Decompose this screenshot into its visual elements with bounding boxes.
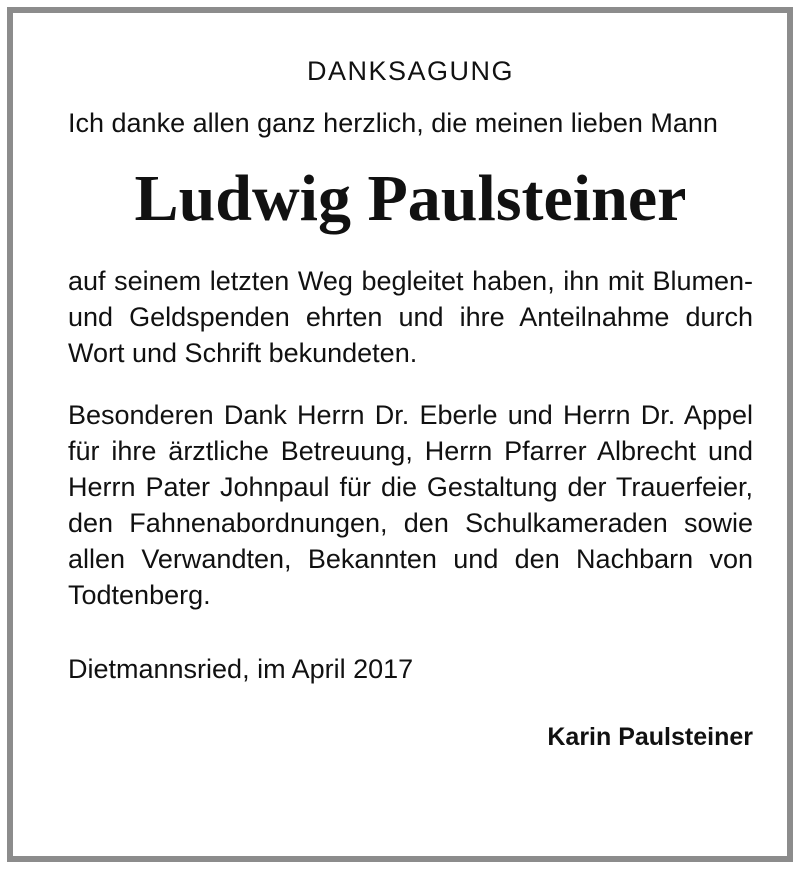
signature: Karin Paulsteiner <box>547 723 753 751</box>
thanks-paragraph-2: Besonderen Dank Herrn Dr. Eberle und Herrn Dr. Appel für ihre ärztliche Betreuung, Herrn Pfarrer Albrecht und Herrn Pater Johnpaul für die Gestaltung der Trauerfeier, den Fahnenabordnungen, den Schulkameraden sowie allen Verwandten, Bekannten und den Nachbarn von Todtenberg. <box>68 400 753 610</box>
notice-heading: DANKSAGUNG <box>306 56 515 86</box>
intro-text: Ich danke allen ganz herzlich, die meinen lieben Mann <box>68 108 718 138</box>
notice-content <box>68 53 753 753</box>
place-date: Dietmannsried, im April 2017 <box>68 654 414 684</box>
deceased-name: Ludwig Paulsteiner <box>134 162 687 235</box>
notice-frame <box>7 7 793 862</box>
thanks-paragraph-1: auf seinem letzten Weg begleitet haben, ihn mit Blumen- und Geldspenden ehrten und ihre Anteilnahme durch Wort und Schrift bekundeten. <box>68 266 753 368</box>
